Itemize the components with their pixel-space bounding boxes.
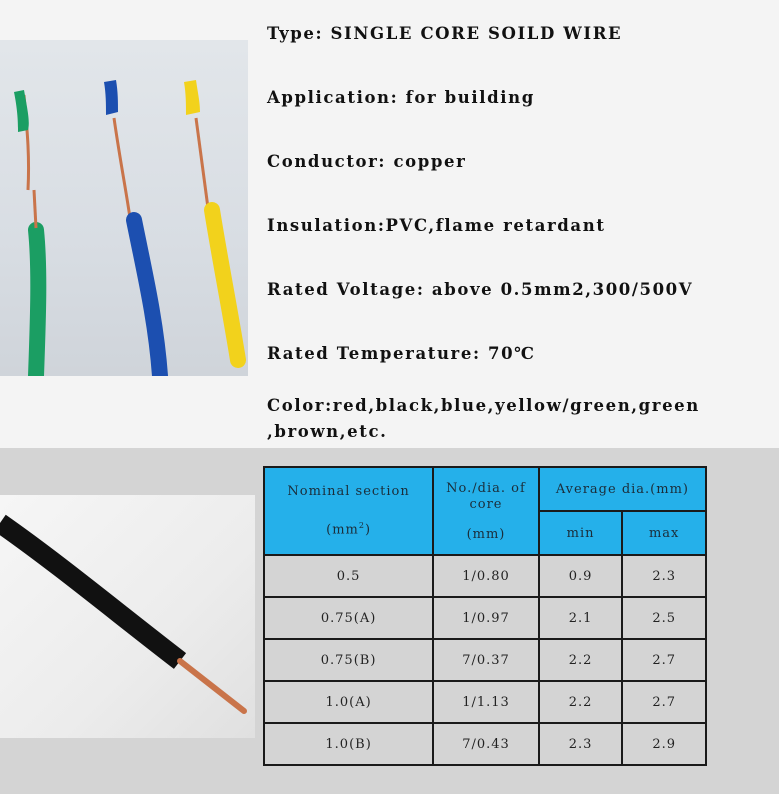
cell-max: 2.3 [622, 555, 706, 597]
spec-type: Type: SINGLE CORE SOILD WIRE [267, 24, 623, 43]
header-no-dia-unit: (mm) [466, 526, 506, 542]
cell-min: 2.2 [539, 639, 623, 681]
three-wires-illustration [0, 40, 248, 376]
black-wire-illustration [0, 495, 255, 738]
spec-conductor: Conductor: copper [267, 152, 467, 171]
header-no-dia-line2: core [469, 496, 503, 512]
header-no-dia [433, 467, 539, 555]
cell-max: 2.7 [622, 639, 706, 681]
cell-section: 1.0(A) [264, 681, 433, 723]
table-row [264, 555, 706, 597]
cell-min: 2.2 [539, 681, 623, 723]
table-row [264, 597, 706, 639]
cell-core: 1/0.80 [433, 555, 539, 597]
black-wire-photo [0, 495, 255, 738]
header-min: min [539, 511, 623, 555]
cell-max: 2.9 [622, 723, 706, 765]
cell-min: 0.9 [539, 555, 623, 597]
header-average-dia: Average dia.(mm) [539, 467, 706, 511]
spec-rated-voltage: Rated Voltage: above 0.5mm2,300/500V [267, 280, 694, 299]
cell-core: 7/0.43 [433, 723, 539, 765]
header-nominal-section [264, 467, 433, 555]
spec-insulation: Insulation:PVC,flame retardant [267, 216, 606, 235]
yellow-wire [184, 80, 238, 360]
wire-size-table [263, 466, 707, 766]
cell-section: 0.75(B) [264, 639, 433, 681]
table-row [264, 723, 706, 765]
cell-core: 1/1.13 [433, 681, 539, 723]
cell-section: 0.75(A) [264, 597, 433, 639]
header-nominal-unit: $(mm^2)$ [326, 521, 372, 538]
spec-rated-temperature: Rated Temperature: 70℃ [267, 344, 536, 363]
spec-color: Color:red,black,blue,yellow/green,green ,brown,etc. [267, 396, 700, 441]
cell-min: 2.3 [539, 723, 623, 765]
cell-min: 2.1 [539, 597, 623, 639]
table-row [264, 681, 706, 723]
cell-max: 2.7 [622, 681, 706, 723]
cell-section: 0.5 [264, 555, 433, 597]
header-max: max [622, 511, 706, 555]
header-no-dia-line1: No./dia. of [446, 480, 526, 496]
cell-max: 2.5 [622, 597, 706, 639]
cell-core: 1/0.97 [433, 597, 539, 639]
spec-application: Application: for building [267, 88, 535, 107]
table-row [264, 639, 706, 681]
cell-core: 7/0.37 [433, 639, 539, 681]
cell-section: 1.0(B) [264, 723, 433, 765]
three-wires-photo [0, 40, 248, 376]
green-wire [14, 90, 38, 376]
blue-wire [104, 80, 160, 376]
header-nominal-section-label: Nominal section [287, 484, 410, 500]
